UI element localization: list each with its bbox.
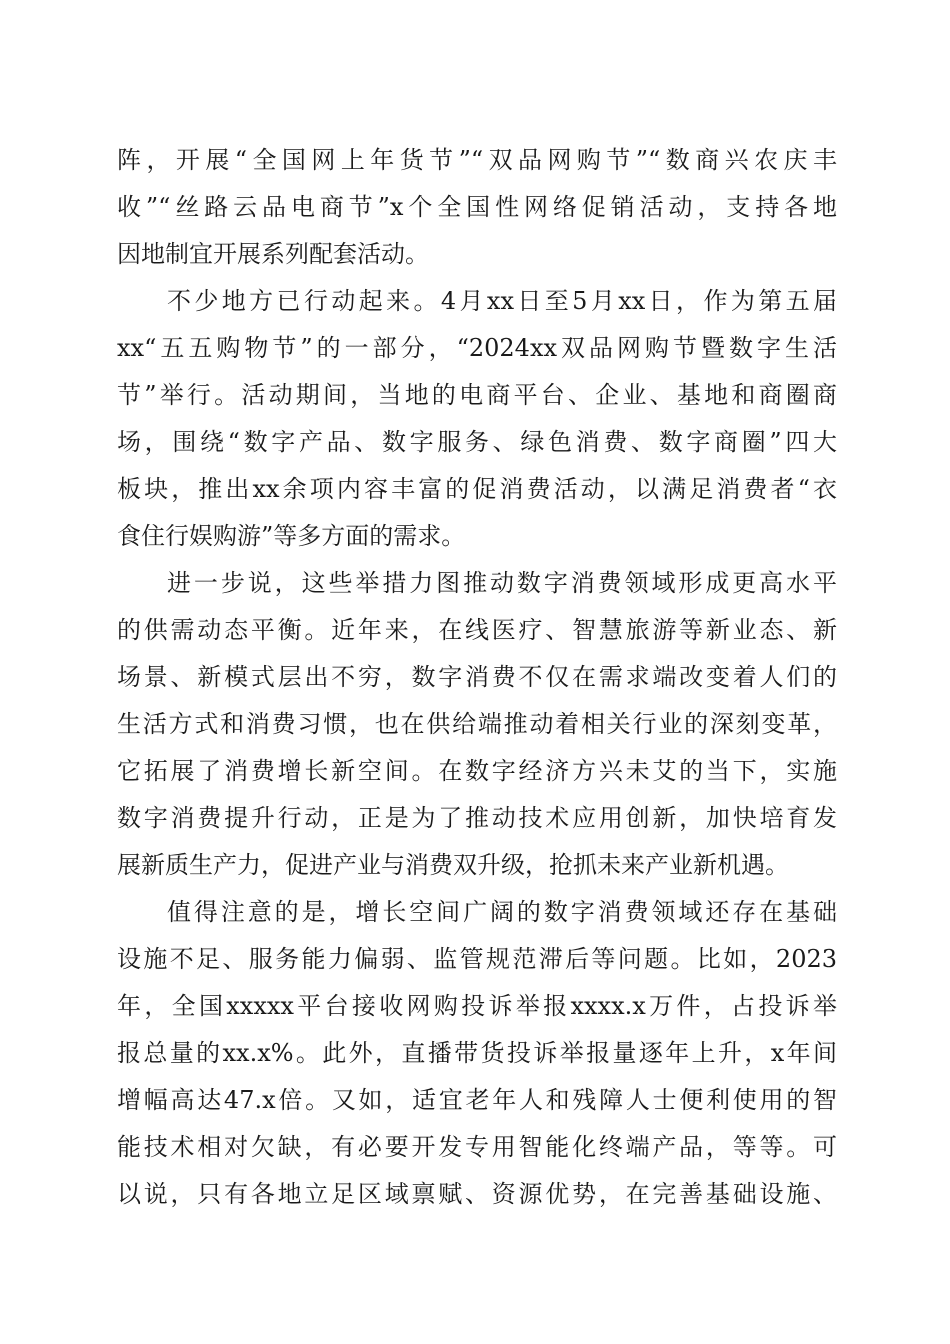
text-line: 生活方式和消费习惯，也在供给端推动着相关行业的深刻变革， bbox=[117, 710, 837, 738]
text-line: 展新质生产力，促进产业与消费双升级，抢抓未来产业新机遇。 bbox=[117, 851, 789, 879]
text-line: 的供需动态平衡。近年来，在线医疗、智慧旅游等新业态、新 bbox=[117, 616, 837, 644]
article-body bbox=[117, 137, 837, 1218]
text-line: 报总量的xx.x%。此外，直播带货投诉举报量逐年上升，x年间 bbox=[117, 1039, 837, 1067]
text-line: 场景、新模式层出不穷，数字消费不仅在需求端改变着人们的 bbox=[117, 663, 837, 691]
text-line: 节”举行。活动期间，当地的电商平台、企业、基地和商圈商 bbox=[117, 381, 837, 409]
text-line: 因地制宜开展系列配套活动。 bbox=[117, 240, 429, 268]
text-line: 不少地方已行动起来。4月xx日至5月xx日，作为第五届 bbox=[167, 287, 837, 315]
text-line: 食住行娱购游”等多方面的需求。 bbox=[117, 522, 466, 550]
text-line: 年，全国xxxxx平台接收网购投诉举报xxxx.x万件，占投诉举 bbox=[117, 992, 837, 1020]
paragraph-2 bbox=[117, 278, 837, 560]
text-line: 增幅高达47.x倍。又如，适宜老年人和残障人士便利使用的智 bbox=[117, 1086, 837, 1114]
text-line: 能技术相对欠缺，有必要开发专用智能化终端产品，等等。可 bbox=[117, 1133, 837, 1161]
paragraph-4 bbox=[117, 889, 837, 1218]
text-line: xx“五五购物节”的一部分，“2024xx双品网购节暨数字生活 bbox=[117, 334, 837, 362]
text-line: 进一步说，这些举措力图推动数字消费领域形成更高水平 bbox=[167, 569, 837, 597]
paragraph-1 bbox=[117, 137, 837, 278]
text-line: 数字消费提升行动，正是为了推动技术应用创新，加快培育发 bbox=[117, 804, 837, 832]
text-line: 它拓展了消费增长新空间。在数字经济方兴未艾的当下，实施 bbox=[117, 757, 837, 785]
paragraph-3 bbox=[117, 560, 837, 889]
text-line: 以说，只有各地立足区域禀赋、资源优势，在完善基础设施、 bbox=[117, 1180, 837, 1208]
text-line: 值得注意的是，增长空间广阔的数字消费领域还存在基础 bbox=[167, 898, 837, 926]
text-line: 场，围绕“数字产品、数字服务、绿色消费、数字商圈”四大 bbox=[117, 428, 837, 456]
text-line: 收”“丝路云品电商节”x个全国性网络促销活动，支持各地 bbox=[117, 193, 837, 221]
text-line: 板块，推出xx余项内容丰富的促消费活动，以满足消费者“衣 bbox=[117, 475, 837, 503]
text-line: 阵，开展“全国网上年货节”“双品网购节”“数商兴农庆丰 bbox=[117, 146, 837, 174]
text-line: 设施不足、服务能力偏弱、监管规范滞后等问题。比如，2023 bbox=[117, 945, 837, 973]
